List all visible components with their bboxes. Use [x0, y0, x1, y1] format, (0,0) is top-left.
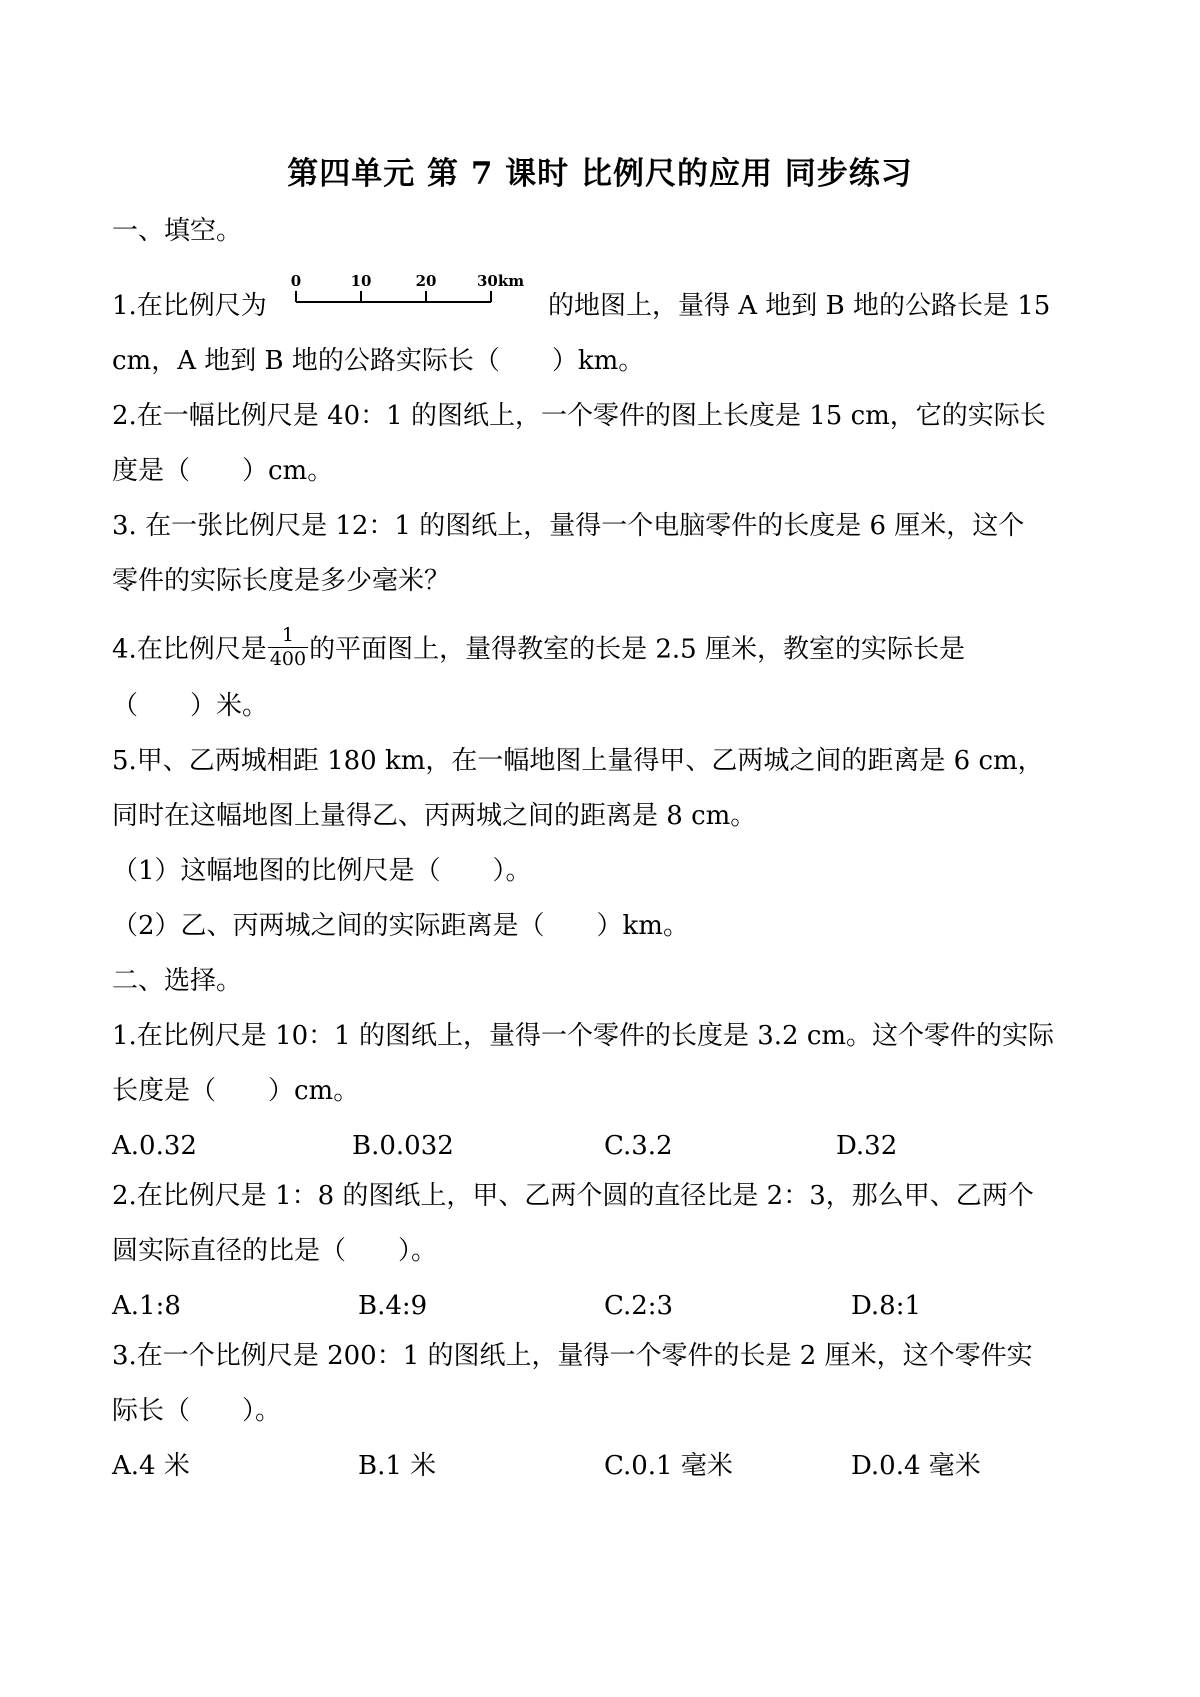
scale-label-30km: 30km — [477, 272, 525, 290]
q2-1-option-c: C.3.2 — [604, 1131, 673, 1161]
q2-2-option-a: A.1:8 — [112, 1291, 181, 1321]
q1-4-text-after: 的平面图上，量得教室的长是 2.5 厘米，教室的实际长是 — [309, 634, 965, 665]
q1-3-line2: 零件的实际长度是多少毫米？ — [112, 566, 451, 596]
q2-2-option-d: D.8:1 — [851, 1291, 922, 1321]
q2-2-option-c: C.2:3 — [604, 1291, 674, 1321]
q1-1-text-before: 1.在比例尺为 — [112, 291, 267, 321]
fraction-numerator: 1 — [268, 626, 308, 648]
scale-fraction — [268, 626, 308, 669]
scale-label-10: 10 — [350, 272, 372, 290]
q1-2-line1: 2.在一幅比例尺是 40：1 的图纸上，一个零件的图上长度是 15 cm，它的实际长 — [112, 401, 1046, 431]
q1-5-line1: 5.甲、乙两城相距 180 km，在一幅地图上量得甲、乙两城之间的距离是 6 cm， — [112, 746, 1044, 776]
scale-label-0: 0 — [290, 272, 302, 290]
q1-5-sub2: （2）乙、丙两城之间的实际距离是（ ）km。 — [112, 911, 689, 941]
section-heading-multiple-choice: 二、选择。 — [112, 966, 243, 996]
q2-3-line2: 际长（ ）。 — [112, 1396, 282, 1426]
page-title: 第四单元 第 7 课时 比例尺的应用 同步练习 — [287, 156, 913, 192]
scale-label-20: 20 — [415, 272, 437, 290]
q2-2-line2: 圆实际直径的比是（ ）。 — [112, 1236, 438, 1266]
q2-1-line1: 1.在比例尺是 10：1 的图纸上，量得一个零件的长度是 3.2 cm。这个零件的实际 — [112, 1021, 1055, 1051]
q1-5-sub1: （1）这幅地图的比例尺是（ ）。 — [112, 856, 532, 886]
q2-1-option-a: A.0.32 — [112, 1131, 197, 1161]
q1-1-text-after: 的地图上，量得 A 地到 B 地的公路长是 15 — [548, 291, 1051, 321]
q2-3-option-d: D.0.4 毫米 — [851, 1451, 981, 1481]
q2-3-option-a: A.4 米 — [112, 1451, 190, 1481]
q2-2-line1: 2.在比例尺是 1：8 的图纸上，甲、乙两个圆的直径比是 2：3，那么甲、乙两个 — [112, 1181, 1034, 1211]
q2-3-option-b: B.1 米 — [358, 1451, 437, 1481]
q1-4-line1 — [112, 624, 965, 672]
q1-4-line2: （ ）米。 — [112, 691, 269, 721]
q1-2-line2: 度是（ ）cm。 — [112, 456, 334, 486]
q1-5-line2: 同时在这幅地图上量得乙、丙两城之间的距离是 8 cm。 — [112, 801, 757, 831]
q2-1-option-d: D.32 — [836, 1131, 898, 1161]
q2-2-option-b: B.4:9 — [358, 1291, 428, 1321]
q2-1-option-b: B.0.032 — [352, 1131, 454, 1161]
q1-3-line1: 3. 在一张比例尺是 12：1 的图纸上，量得一个电脑零件的长度是 6 厘米，这个 — [112, 511, 1025, 541]
q2-1-line2: 长度是（ ）cm。 — [112, 1076, 360, 1106]
q2-3-line1: 3.在一个比例尺是 200：1 的图纸上，量得一个零件的长是 2 厘米，这个零件实 — [112, 1341, 1033, 1371]
fraction-denominator: 400 — [269, 648, 307, 670]
scale-bar-graphic — [292, 272, 532, 322]
q2-3-option-c: C.0.1 毫米 — [604, 1451, 733, 1481]
section-heading-fill-blank: 一、填空。 — [112, 216, 243, 246]
q1-1-line2: cm，A 地到 B 地的公路实际长（ ）km。 — [112, 346, 645, 376]
q1-4-text-before: 4.在比例尺是 — [112, 634, 267, 665]
